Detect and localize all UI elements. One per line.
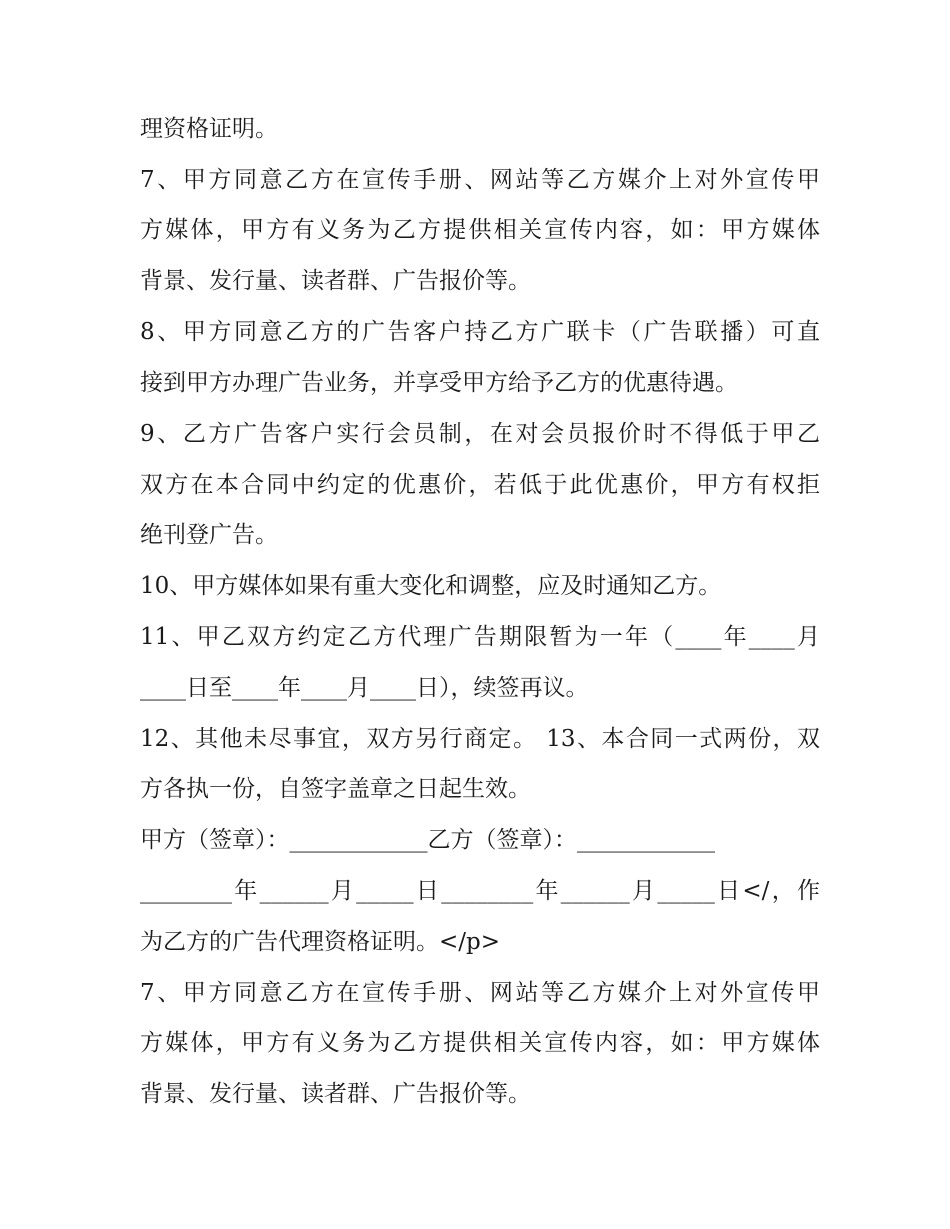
text-line: 11、甲乙双方约定乙方代理广告期限暂为一年（____年____月 (140, 624, 820, 650)
signature-line: 甲方（签章）：____________乙方（签章）：____________ (140, 827, 715, 853)
text-line: 方各执一份，自签字盖章之日起生效。 (140, 776, 531, 802)
text-line: 绝刊登广告。 (140, 522, 278, 548)
text-line: 双方在本合同中约定的优惠价，若低于此优惠价，甲方有权拒 (140, 472, 820, 498)
text-line: 12、其他未尽事宜，双方另行商定。 13、本合同一式两份，双 (140, 726, 820, 752)
text-line: 方媒体，甲方有义务为乙方提供相关宣传内容，如：甲方媒体 (140, 1030, 820, 1056)
text-line: 9、乙方广告客户实行会员制，在对会员报价时不得低于甲乙 (140, 421, 820, 447)
text-line: 背景、发行量、读者群、广告报价等。 (140, 1081, 531, 1107)
text-line: 7、甲方同意乙方在宣传手册、网站等乙方媒介上对外宣传甲 (140, 167, 820, 193)
text-line: 理资格证明。 (140, 116, 278, 142)
text-line: 接到甲方办理广告业务，并享受甲方给予乙方的优惠待遇。 (140, 370, 738, 396)
date-line: ________年______月_____日________年______月_____日</，作 (140, 878, 820, 904)
text-line: 8、甲方同意乙方的广告客户持乙方广联卡（广告联播）可直 (140, 319, 820, 345)
text-line: 10、甲方媒体如果有重大变化和调整，应及时通知乙方。 (140, 573, 722, 599)
text-line: 7、甲方同意乙方在宣传手册、网站等乙方媒介上对外宣传甲 (140, 980, 820, 1006)
text-line: ____日至____年____月____日），续签再议。 (140, 675, 589, 701)
text-line: 背景、发行量、读者群、广告报价等。 (140, 268, 531, 294)
text-line: 方媒体，甲方有义务为乙方提供相关宣传内容，如：甲方媒体 (140, 217, 820, 243)
text-line: 为乙方的广告代理资格证明。</p> (140, 929, 501, 955)
